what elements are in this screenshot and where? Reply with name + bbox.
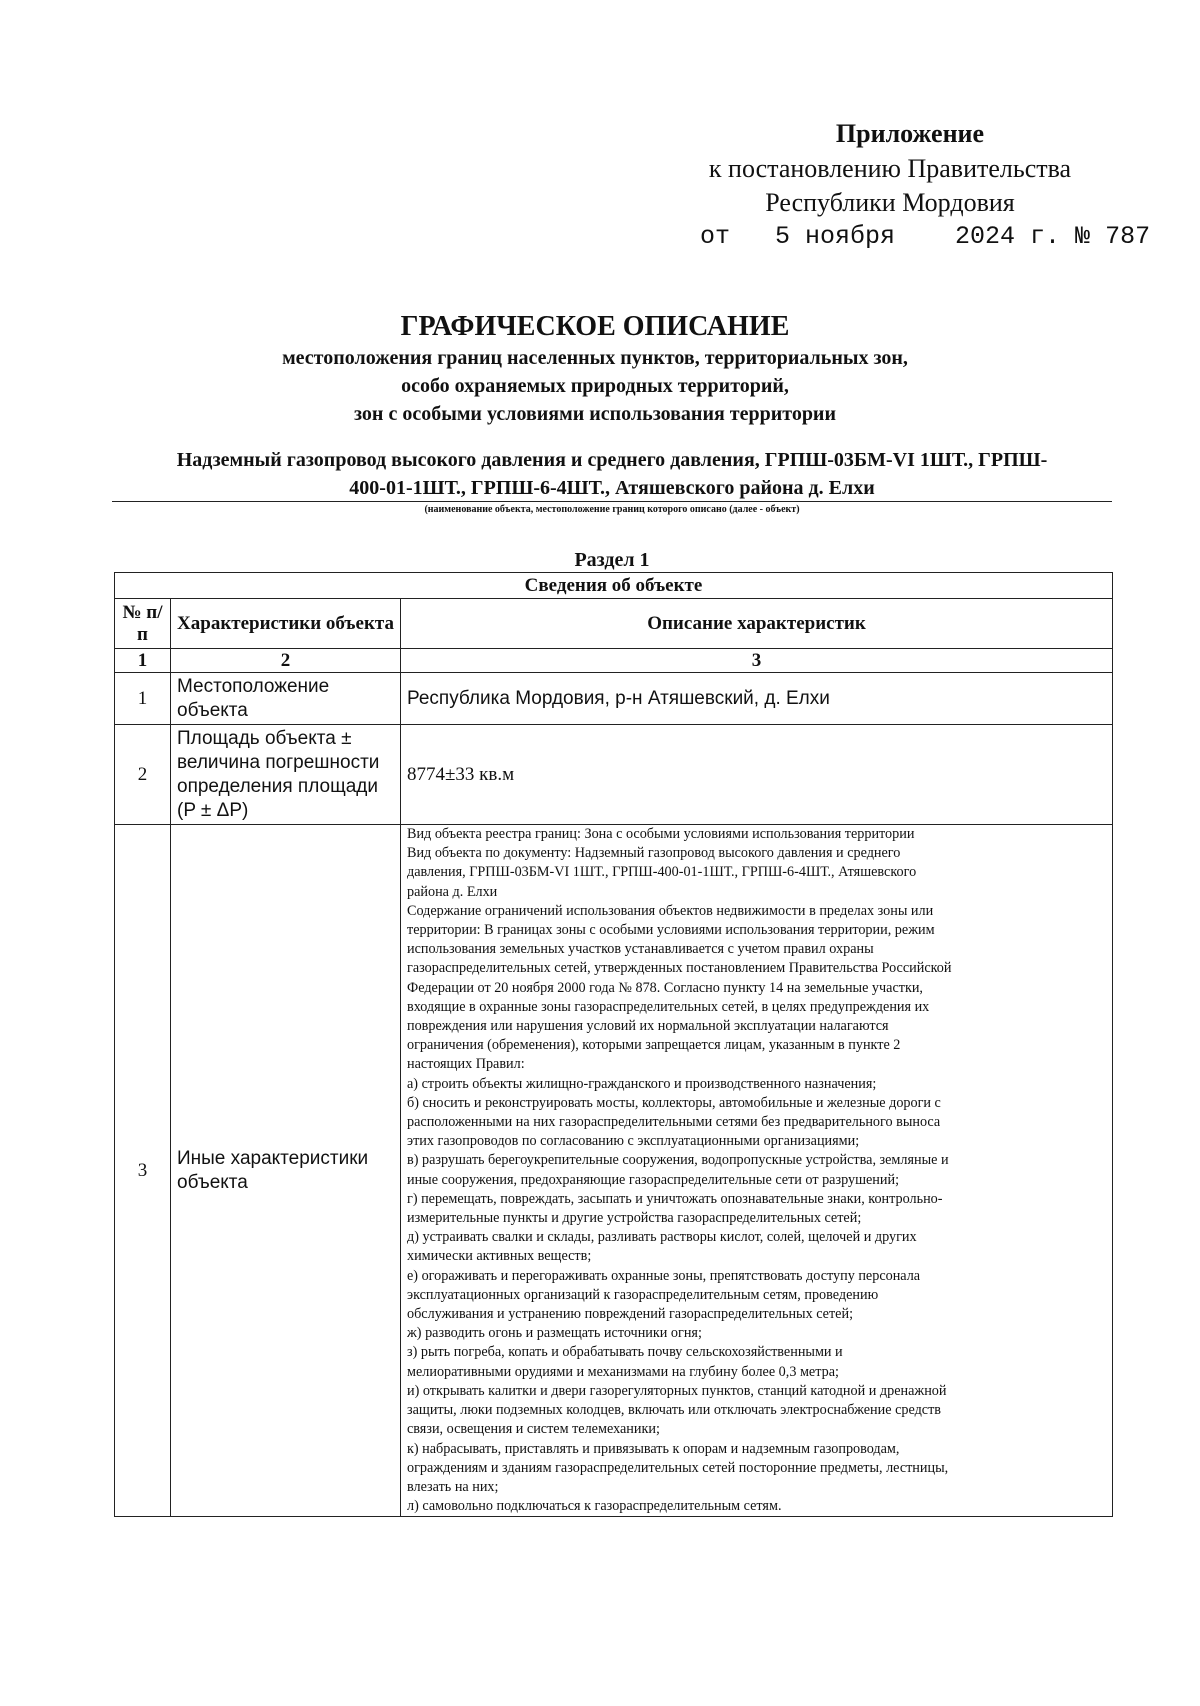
row-characteristic: Местоположение объекта	[171, 673, 401, 725]
object-info-table	[114, 572, 1113, 1517]
description-line: района д. Елхи	[407, 883, 498, 900]
description-line: повреждения или нарушения условий их нормальной эксплуатации налагаются	[407, 1018, 889, 1035]
description-line: газораспределительных сетей, утвержденных постановлением Правительства Российской	[407, 960, 952, 977]
column-number-2: 2	[171, 649, 401, 673]
row-number: 1	[115, 673, 171, 725]
document-subtitle-3: зон с особыми условиями использования территории	[354, 403, 836, 425]
description-line: настоящих Правил:	[407, 1056, 525, 1073]
description-line: к) набрасывать, приставлять и привязывать к опорам и надземным газопроводам,	[407, 1440, 900, 1457]
description-line: защиты, люки подземных колодцев, включать или отключать электроснабжение средств	[407, 1402, 941, 1419]
object-name-line-1: Надземный газопровод высокого давления и среднего давления, ГРПШ-03БМ-VI 1ШТ., ГРПШ-	[176, 449, 1048, 471]
column-number-1: 1	[115, 649, 171, 673]
document-title-block	[90, 310, 1100, 428]
appendix-date-line: от 5 ноября 2024 г. № 787	[700, 222, 1151, 251]
table-title-row	[115, 573, 1113, 599]
section-title: Раздел 1	[574, 549, 650, 571]
description-line: г) перемещать, повреждать, засыпать и уничтожать опознавательные знаки, контрольно-	[407, 1190, 943, 1207]
appendix-line-1: к постановлению Правительства	[708, 154, 1072, 183]
description-line: влезать на них;	[407, 1478, 499, 1495]
description-line: е) огораживать и перегораживать охранные зоны, препятствовать доступу персонала	[407, 1267, 921, 1284]
description-line: мелиоративными орудиями и механизмами на глубину более 0,3 метра;	[407, 1363, 839, 1380]
description-line: измерительные пункты и другие устройства газораспределительных сетей;	[407, 1210, 862, 1227]
appendix-title: Приложение	[835, 119, 985, 148]
object-name-line-2: 400-01-1ШТ., ГРПШ-6-4ШТ., Атяшевского района д. Елхи	[349, 477, 875, 499]
description-line: а) строить объекты жилищно-гражданского и производственного назначения;	[407, 1075, 877, 1092]
description-line: использования земельных участков устанавливается с учетом правил охраны	[407, 941, 874, 958]
table-header-row	[115, 599, 1113, 649]
description-line: ж) разводить огонь и размещать источники огня;	[407, 1325, 702, 1342]
object-caption: (наименование объекта, местоположение границ которого описано (далее - объект)	[424, 504, 800, 515]
document-subtitle-2: особо охраняемых природных территорий,	[401, 375, 789, 397]
description-line: б) сносить и реконструировать мосты, коллекторы, автомобильные и железные дороги с	[407, 1094, 941, 1111]
description-line: обслуживания и устранению повреждений газораспределительных сетей;	[407, 1306, 854, 1323]
description-line: ограждениям и зданиям газораспределительных сетей посторонние предметы, лестницы,	[407, 1459, 949, 1476]
appendix-header	[640, 116, 1151, 254]
description-line: входящие в охранные зоны газораспределительных сетей, в целях предупреждения их	[407, 998, 930, 1015]
description-line: этих газопроводов по согласованию с эксплуатационными организациями;	[407, 1133, 860, 1150]
header-number: № п/п	[115, 599, 171, 649]
description-line: давления, ГРПШ-03БМ-VI 1ШТ., ГРПШ-400-01-1ШТ., ГРПШ-6-4ШТ., Атяшевского	[407, 864, 917, 881]
description-line: л) самовольно подключаться к газораспределительным сетям.	[407, 1498, 782, 1515]
description-line: Федерации от 20 ноября 2000 года № 878. Согласно пункту 14 на земельные участки,	[407, 979, 923, 996]
description-line: химически активных веществ;	[407, 1248, 592, 1265]
column-number-3: 3	[401, 649, 1113, 673]
table-title: Сведения об объекте	[115, 573, 1113, 599]
description-line: иные сооружения, предохраняющие газораспределительные сети от разрушений;	[407, 1171, 900, 1188]
description-line: в) разрушать берегоукрепительные сооружения, водопропускные устройства, земляные и	[407, 1152, 949, 1169]
row-description-long	[401, 825, 1113, 1517]
object-name-underline	[112, 501, 1112, 502]
table-column-numbers-row	[115, 649, 1113, 673]
header-description: Описание характеристик	[401, 599, 1113, 649]
description-line: Вид объекта по документу: Надземный газопровод высокого давления и среднего	[407, 845, 901, 862]
description-line: расположенными на них газораспределительными сетями без предварительного выноса	[407, 1114, 941, 1131]
description-line: ограничения (обременения), которыми запрещается лицам, указанным в пункте 2	[407, 1037, 901, 1054]
description-line: д) устраивать свалки и склады, разливать растворы кислот, солей, щелочей и других	[407, 1229, 917, 1246]
row-description: Республика Мордовия, р-н Атяшевский, д. Елхи	[401, 673, 1113, 725]
description-line: и) открывать калитки и двери газорегуляторных пунктов, станций катодной и дренажной	[407, 1382, 947, 1399]
description-line: территории: В границах зоны с особыми условиями использования территории, режим	[407, 922, 935, 939]
row-characteristic: Площадь объекта ± величина погрешности определения площади (P ± ΔP)	[171, 725, 401, 825]
description-line: Вид объекта реестра границ: Зона с особыми условиями использования территории	[407, 826, 915, 842]
row-number: 3	[115, 825, 171, 1517]
description-line: Содержание ограничений использования объектов недвижимости в пределах зоны или	[407, 902, 934, 919]
row-description: 8774±33 кв.м	[401, 725, 1113, 825]
description-line: эксплуатационных организаций к газораспределительным сетям, проведению	[407, 1286, 879, 1303]
document-title: ГРАФИЧЕСКОЕ ОПИСАНИЕ	[400, 311, 790, 342]
description-line: связи, освещения и систем телемеханики;	[407, 1421, 660, 1438]
appendix-line-2: Республики Мордовия	[765, 188, 1015, 217]
table-row	[115, 725, 1113, 825]
header-characteristic: Характеристики объекта	[171, 599, 401, 649]
description-line: з) рыть погреба, копать и обрабатывать почву сельскохозяйственными и	[407, 1344, 843, 1361]
table-row	[115, 825, 1113, 1517]
row-characteristic: Иные характеристики объекта	[171, 825, 401, 1517]
object-name	[112, 446, 1112, 502]
row-number: 2	[115, 725, 171, 825]
document-subtitle-1: местоположения границ населенных пунктов, территориальных зон,	[282, 347, 908, 369]
table-row	[115, 673, 1113, 725]
